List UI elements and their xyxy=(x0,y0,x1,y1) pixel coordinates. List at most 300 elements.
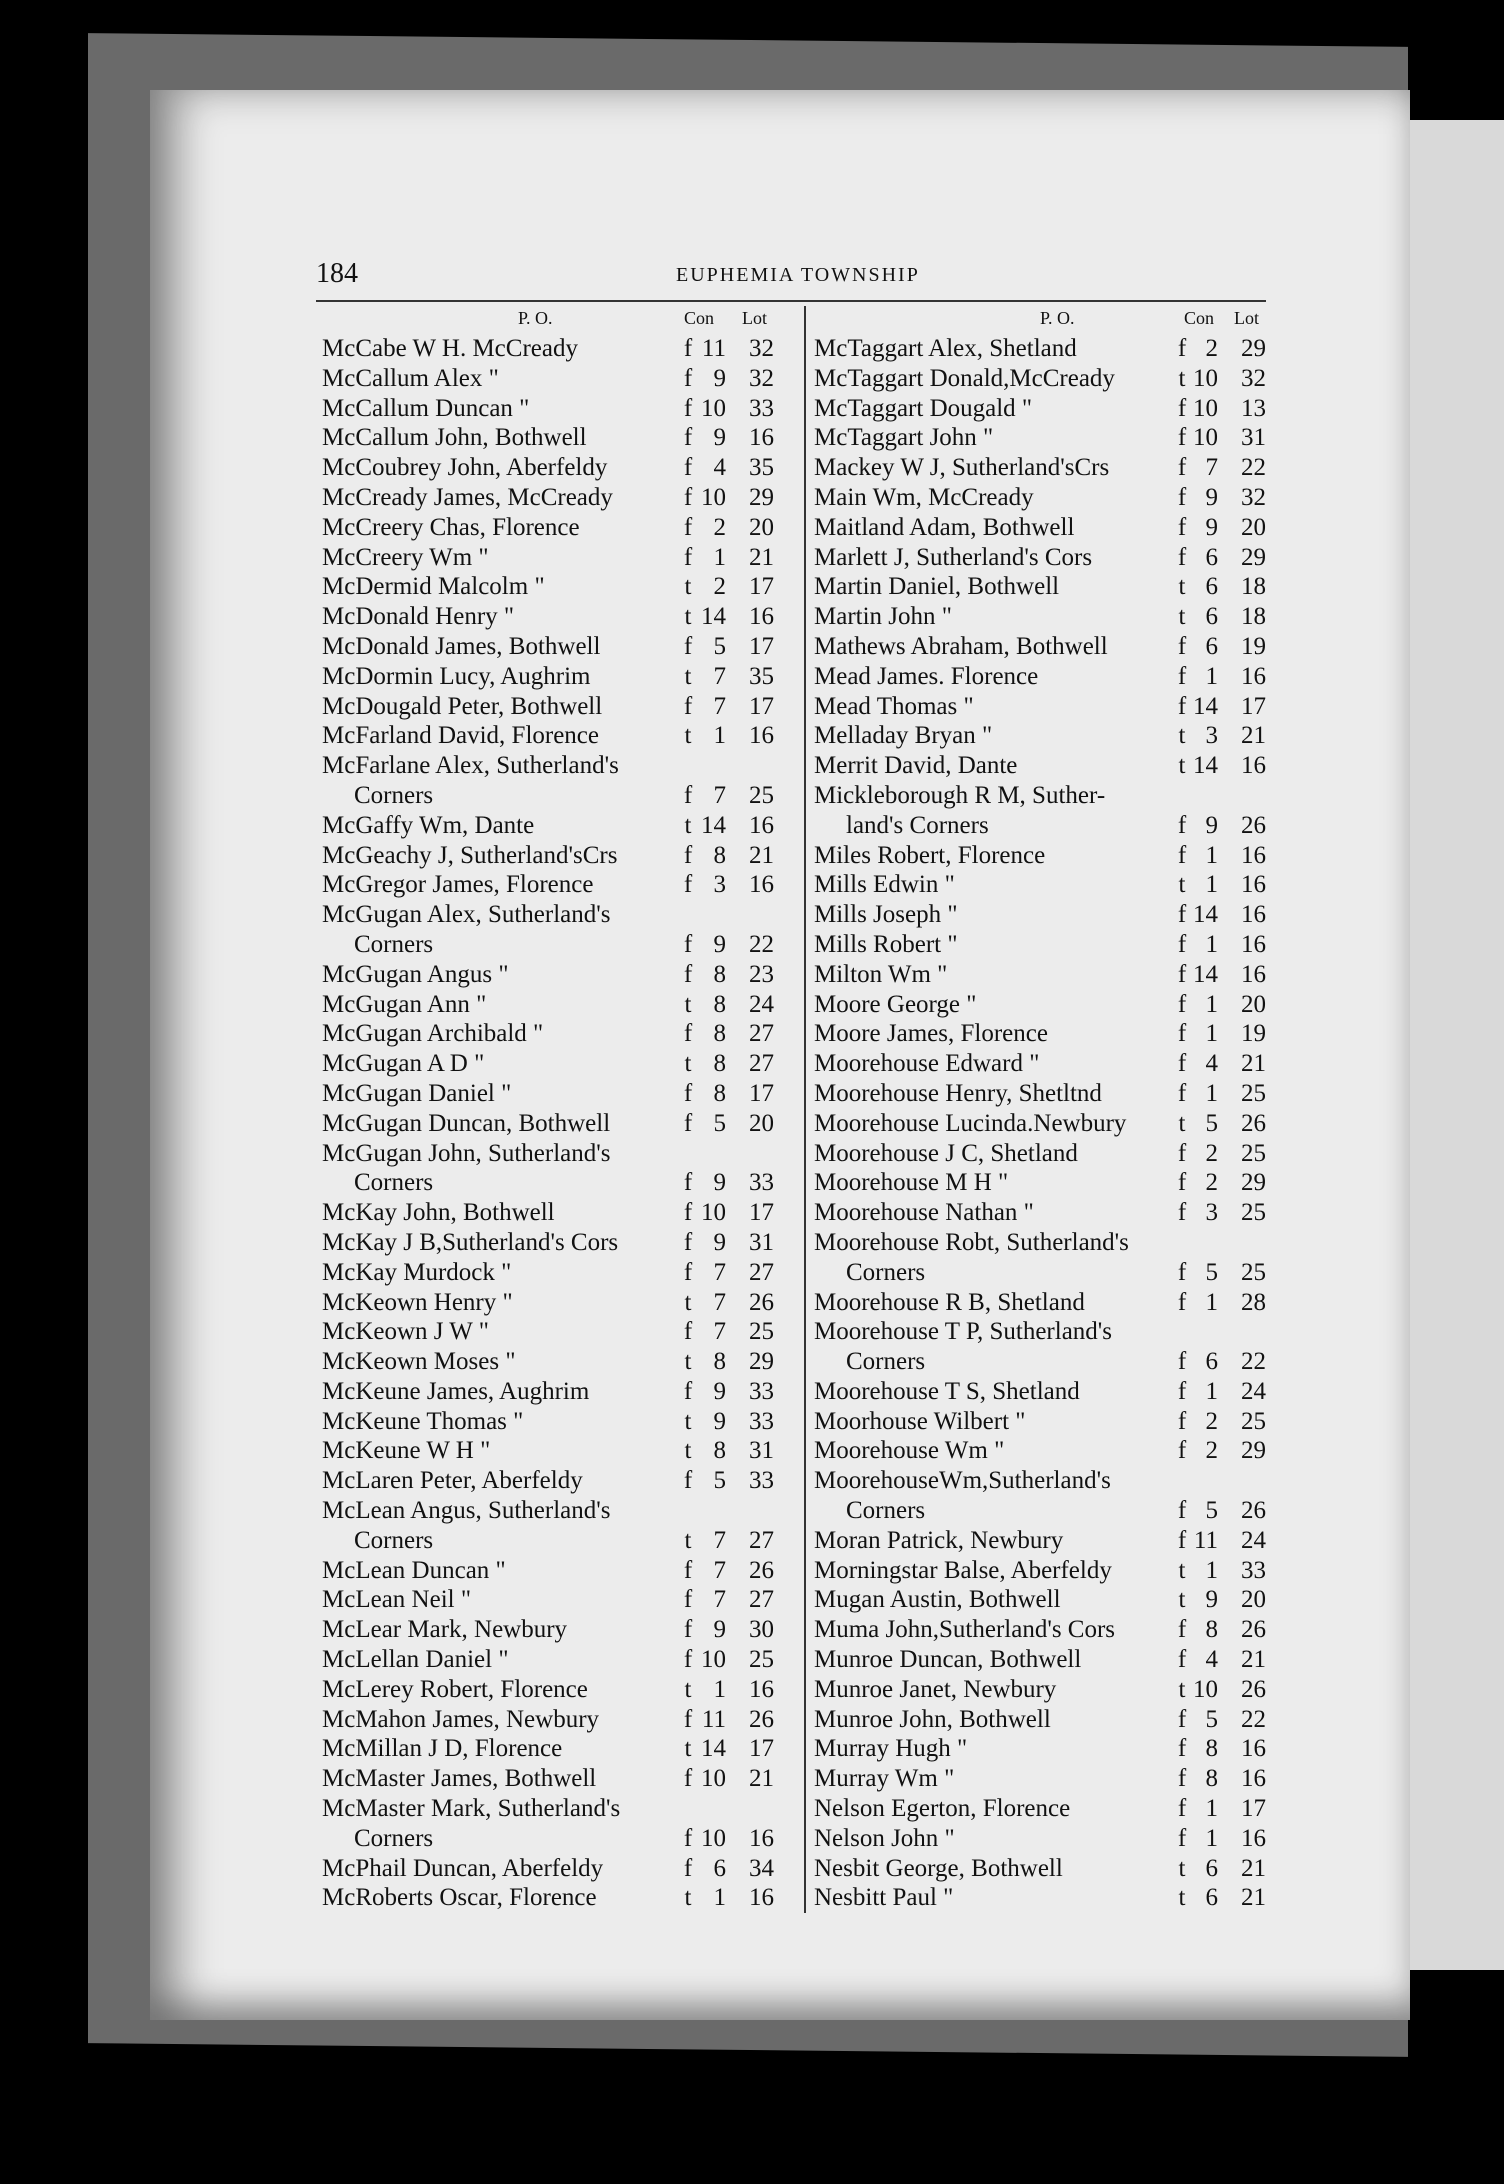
lot-number: 17 xyxy=(749,1735,774,1763)
concession-number: 1 xyxy=(713,1675,726,1703)
entry-name: McGugan Archibald " xyxy=(322,1020,544,1048)
tenure-code: f xyxy=(1177,483,1187,511)
directory-entry xyxy=(814,1824,1278,1854)
entry-name: McLellan Daniel " xyxy=(322,1646,509,1674)
directory-entry xyxy=(814,1705,1278,1735)
tenure-code: t xyxy=(684,1407,692,1435)
directory-entry xyxy=(814,751,1278,781)
concession-number: 5 xyxy=(1205,1705,1218,1733)
concession-number: 2 xyxy=(1205,1437,1218,1465)
lot-number: 18 xyxy=(1241,603,1266,631)
entry-name: Murray Hugh " xyxy=(814,1735,968,1763)
tenure-code: t xyxy=(1178,1884,1186,1912)
directory-entry xyxy=(322,1019,796,1049)
directory-entry xyxy=(322,602,796,632)
lot-number: 25 xyxy=(1241,1407,1266,1435)
lot-number: 31 xyxy=(749,1437,774,1465)
entry-name: Moorhouse Wilbert " xyxy=(814,1407,1026,1435)
entry-name: Merrit David, Dante xyxy=(814,752,1018,780)
tenure-code: t xyxy=(1178,1556,1186,1584)
entry-name: McDonald Henry " xyxy=(322,603,515,631)
tenure-code: f xyxy=(683,1586,693,1614)
concession-number: 9 xyxy=(713,1377,726,1405)
entry-name: McFarland David, Florence xyxy=(322,722,600,750)
directory-entry xyxy=(322,1705,796,1735)
concession-number: 5 xyxy=(1205,1109,1218,1137)
directory-entry xyxy=(322,1883,796,1913)
concession-number: 6 xyxy=(1205,1854,1218,1882)
concession-number: 14 xyxy=(1193,901,1218,929)
entry-name: Corners xyxy=(354,1526,434,1554)
entry-name: Mackey W J, Sutherland'sCrs xyxy=(814,454,1110,482)
directory-entry xyxy=(814,1585,1278,1615)
entry-name: McLear Mark, Newbury xyxy=(322,1616,568,1644)
directory-entry xyxy=(814,1347,1278,1377)
directory-entry xyxy=(814,692,1278,722)
tenure-code: t xyxy=(1178,603,1186,631)
entry-name: Murray Wm " xyxy=(814,1765,955,1793)
concession-number: 1 xyxy=(1205,1824,1218,1852)
lot-number: 21 xyxy=(1241,1050,1266,1078)
entry-name: Munroe Duncan, Bothwell xyxy=(814,1646,1082,1674)
lot-number: 21 xyxy=(1241,1646,1266,1674)
concession-number: 9 xyxy=(713,1407,726,1435)
directory-entry xyxy=(814,811,1278,841)
concession-number: 7 xyxy=(713,662,726,690)
lot-number: 29 xyxy=(749,1348,774,1376)
directory-entry xyxy=(814,1734,1278,1764)
concession-number: 10 xyxy=(1193,394,1218,422)
directory-entry xyxy=(322,1496,796,1526)
directory-entry xyxy=(814,990,1278,1020)
tenure-code: f xyxy=(683,1705,693,1733)
directory-entry xyxy=(814,721,1278,751)
po-header: P. O. xyxy=(518,308,553,328)
directory-entry xyxy=(814,543,1278,573)
entry-name: Miles Robert, Florence xyxy=(814,841,1046,869)
concession-number: 14 xyxy=(1193,692,1218,720)
lot-number: 22 xyxy=(1241,1348,1266,1376)
entry-name: Corners xyxy=(846,1258,926,1286)
lot-number: 25 xyxy=(1241,1258,1266,1286)
lot-number: 16 xyxy=(749,424,774,452)
lot-number: 33 xyxy=(749,1467,774,1495)
entry-name: Moorehouse Lucinda.Newbury xyxy=(814,1109,1127,1137)
directory-entry xyxy=(322,1288,796,1318)
lot-number: 22 xyxy=(1241,454,1266,482)
directory-entry xyxy=(322,1466,796,1496)
concession-number: 1 xyxy=(1205,930,1218,958)
entry-name: McGaffy Wm, Dante xyxy=(322,811,535,839)
concession-number: 10 xyxy=(701,394,726,422)
tenure-code: f xyxy=(1177,1616,1187,1644)
tenure-code: f xyxy=(1177,1497,1187,1525)
entry-name: Moorehouse R B, Shetland xyxy=(814,1288,1085,1316)
lot-number: 22 xyxy=(1241,1705,1266,1733)
lot-number: 21 xyxy=(749,841,774,869)
tenure-code: t xyxy=(684,1437,692,1465)
entry-name: Maitland Adam, Bothwell xyxy=(814,513,1075,541)
concession-number: 8 xyxy=(1205,1616,1218,1644)
tenure-code: f xyxy=(1177,1079,1187,1107)
lot-number: 17 xyxy=(749,1199,774,1227)
right-entries xyxy=(814,334,1278,1913)
entry-name: McMahon James, Newbury xyxy=(322,1705,600,1733)
lot-number: 17 xyxy=(749,573,774,601)
entry-name: Moorehouse T S, Shetland xyxy=(814,1377,1080,1405)
directory-entry xyxy=(814,1407,1278,1437)
directory-entry xyxy=(814,513,1278,543)
concession-number: 5 xyxy=(1205,1497,1218,1525)
entry-name: Melladay Bryan " xyxy=(814,722,993,750)
entry-name: Corners xyxy=(846,1497,926,1525)
tenure-code: f xyxy=(1177,1407,1187,1435)
concession-number: 2 xyxy=(1205,1169,1218,1197)
directory-entry xyxy=(814,960,1278,990)
concession-number: 2 xyxy=(1205,335,1218,362)
directory-entry xyxy=(322,543,796,573)
concession-number: 1 xyxy=(1205,871,1218,899)
directory-entry xyxy=(322,781,796,811)
entry-name: McGeachy J, Sutherland'sCrs xyxy=(322,841,618,869)
lot-number: 18 xyxy=(1241,573,1266,601)
directory-entry xyxy=(814,841,1278,871)
tenure-code: f xyxy=(1177,1646,1187,1674)
directory-entry xyxy=(814,1019,1278,1049)
tenure-code: f xyxy=(1177,1050,1187,1078)
entry-name: McLaren Peter, Aberfeldy xyxy=(322,1467,583,1495)
lot-number: 30 xyxy=(749,1616,774,1644)
entry-name: Milton Wm " xyxy=(814,960,948,988)
entry-name: Mead Thomas " xyxy=(814,692,974,720)
concession-number: 3 xyxy=(1205,1199,1218,1227)
concession-number: 4 xyxy=(1205,1050,1218,1078)
directory-entry xyxy=(322,1436,796,1466)
entry-name: McGugan Angus " xyxy=(322,960,509,988)
concession-number: 6 xyxy=(1205,1884,1218,1912)
directory-entry xyxy=(322,632,796,662)
tenure-code: f xyxy=(683,1854,693,1882)
directory-entry xyxy=(814,1168,1278,1198)
lot-number: 17 xyxy=(1241,692,1266,720)
tenure-code: f xyxy=(683,781,693,809)
entry-name: Moran Patrick, Newbury xyxy=(814,1526,1064,1554)
tenure-code: f xyxy=(683,1467,693,1495)
entry-name: McCallum John, Bothwell xyxy=(322,424,587,452)
lot-number: 20 xyxy=(749,513,774,541)
concession-number: 7 xyxy=(713,692,726,720)
directory-entry xyxy=(322,1526,796,1556)
lot-number: 16 xyxy=(1241,752,1266,780)
directory-entry xyxy=(322,900,796,930)
directory-entry xyxy=(322,1734,796,1764)
concession-number: 14 xyxy=(1193,960,1218,988)
entry-name: Mills Edwin " xyxy=(814,871,955,899)
directory-entry xyxy=(322,1258,796,1288)
tenure-code: t xyxy=(1178,1109,1186,1137)
concession-number: 9 xyxy=(1205,1586,1218,1614)
concession-number: 10 xyxy=(1193,1675,1218,1703)
entry-name: McGugan A D " xyxy=(322,1050,485,1078)
directory-entry xyxy=(322,1764,796,1794)
directory-entry xyxy=(814,870,1278,900)
directory-entry xyxy=(814,334,1278,364)
lot-number: 33 xyxy=(749,394,774,422)
tenure-code: t xyxy=(684,1288,692,1316)
concession-number: 5 xyxy=(1205,1258,1218,1286)
tenure-code: f xyxy=(683,1199,693,1227)
entry-name: McMaster Mark, Sutherland's xyxy=(322,1795,621,1823)
entry-name: McDormin Lucy, Aughrim xyxy=(322,662,591,690)
lot-number: 16 xyxy=(749,1884,774,1912)
directory-entry xyxy=(322,662,796,692)
entry-name: Mead James. Florence xyxy=(814,662,1039,690)
entry-name: Moorehouse Robt, Sutherland's xyxy=(814,1228,1129,1256)
tenure-code: f xyxy=(1177,1526,1187,1554)
directory-entry xyxy=(814,1615,1278,1645)
directory-entry xyxy=(814,930,1278,960)
directory-entry xyxy=(322,513,796,543)
directory-entry xyxy=(322,1109,796,1139)
concession-number: 9 xyxy=(713,364,726,392)
directory-entry xyxy=(322,990,796,1020)
concession-number: 1 xyxy=(1205,662,1218,690)
directory-entry xyxy=(322,1049,796,1079)
lot-header: Lot xyxy=(742,308,767,328)
entry-name: land's Corners xyxy=(846,811,989,839)
entry-name: McKeune James, Aughrim xyxy=(322,1377,590,1405)
lot-number: 29 xyxy=(1241,1169,1266,1197)
tenure-code: f xyxy=(1177,1437,1187,1465)
directory-entry xyxy=(322,1675,796,1705)
entry-name: MoorehouseWm,Sutherland's xyxy=(814,1467,1111,1495)
tenure-code: f xyxy=(1177,1199,1187,1227)
entry-name: McCabe W H. McCready xyxy=(322,335,578,362)
entry-name: Mills Joseph " xyxy=(814,901,958,929)
tenure-code: t xyxy=(684,1735,692,1763)
directory-entry xyxy=(322,1585,796,1615)
entry-name: McKeown J W " xyxy=(322,1318,489,1346)
directory-entry xyxy=(322,1079,796,1109)
tenure-code: f xyxy=(1177,1169,1187,1197)
concession-number: 1 xyxy=(1205,1020,1218,1048)
directory-entry xyxy=(322,1198,796,1228)
tenure-code: f xyxy=(1177,1288,1187,1316)
concession-number: 6 xyxy=(1205,543,1218,571)
concession-number: 4 xyxy=(1205,1646,1218,1674)
lot-number: 33 xyxy=(749,1377,774,1405)
concession-number: 7 xyxy=(713,1556,726,1584)
entry-name: McTaggart Alex, Shetland xyxy=(814,335,1077,362)
entry-name: McKay J B,Sutherland's Cors xyxy=(322,1228,619,1256)
entry-name: Marlett J, Sutherland's Cors xyxy=(814,543,1093,571)
right-column-header xyxy=(814,306,1278,334)
concession-number: 2 xyxy=(713,573,726,601)
directory-entry xyxy=(814,1794,1278,1824)
directory-entry xyxy=(814,1526,1278,1556)
tenure-code: f xyxy=(683,1020,693,1048)
concession-number: 10 xyxy=(701,483,726,511)
concession-number: 1 xyxy=(713,722,726,750)
entry-name: McGugan Duncan, Bothwell xyxy=(322,1109,611,1137)
tenure-code: f xyxy=(1177,424,1187,452)
entry-name: Moore James, Florence xyxy=(814,1020,1048,1048)
lot-number: 25 xyxy=(1241,1079,1266,1107)
lot-number: 20 xyxy=(749,1109,774,1137)
lot-number: 21 xyxy=(1241,722,1266,750)
lot-number: 26 xyxy=(1241,1497,1266,1525)
directory-entry xyxy=(814,572,1278,602)
entry-name: Moorehouse Wm " xyxy=(814,1437,1005,1465)
tenure-code: t xyxy=(684,811,692,839)
entry-name: McFarlane Alex, Sutherland's xyxy=(322,752,619,780)
directory-entry xyxy=(322,960,796,990)
tenure-code: f xyxy=(683,1228,693,1256)
tenure-code: f xyxy=(683,632,693,660)
tenure-code: t xyxy=(1178,1854,1186,1882)
concession-number: 6 xyxy=(713,1854,726,1882)
tenure-code: f xyxy=(683,483,693,511)
entry-name: Munroe John, Bothwell xyxy=(814,1705,1051,1733)
directory-entry xyxy=(322,453,796,483)
entry-name: Moorehouse Henry, Shetltnd xyxy=(814,1079,1102,1107)
lot-header: Lot xyxy=(1234,308,1259,328)
concession-number: 8 xyxy=(713,990,726,1018)
concession-number: 7 xyxy=(713,1526,726,1554)
directory-entry xyxy=(814,1049,1278,1079)
entry-name: McCallum Alex " xyxy=(322,364,499,392)
entry-name: Mills Robert " xyxy=(814,930,958,958)
concession-number: 7 xyxy=(713,1318,726,1346)
po-header: P. O. xyxy=(1040,308,1075,328)
tenure-code: f xyxy=(683,1258,693,1286)
lot-number: 25 xyxy=(749,781,774,809)
lot-number: 24 xyxy=(1241,1377,1266,1405)
directory-entry xyxy=(814,483,1278,513)
lot-number: 28 xyxy=(1241,1288,1266,1316)
concession-number: 8 xyxy=(713,1348,726,1376)
entry-name: Nesbit George, Bothwell xyxy=(814,1854,1063,1882)
tenure-code: t xyxy=(684,1884,692,1912)
entry-name: McKeune Thomas " xyxy=(322,1407,524,1435)
directory-entry xyxy=(814,1436,1278,1466)
lot-number: 16 xyxy=(1241,901,1266,929)
tenure-code: f xyxy=(1177,930,1187,958)
lot-number: 19 xyxy=(1241,1020,1266,1048)
tenure-code: f xyxy=(1177,811,1187,839)
entry-name: McKeune W H " xyxy=(322,1437,491,1465)
lot-number: 16 xyxy=(749,871,774,899)
lot-number: 25 xyxy=(1241,1139,1266,1167)
tenure-code: t xyxy=(1178,871,1186,899)
lot-number: 16 xyxy=(749,811,774,839)
concession-number: 7 xyxy=(713,1258,726,1286)
tenure-code: t xyxy=(684,1526,692,1554)
left-column-header xyxy=(322,306,796,334)
concession-number: 8 xyxy=(1205,1765,1218,1793)
lot-number: 31 xyxy=(1241,424,1266,452)
lot-number: 17 xyxy=(1241,1795,1266,1823)
facing-page-edge xyxy=(1410,120,1504,1970)
lot-number: 25 xyxy=(1241,1199,1266,1227)
tenure-code: f xyxy=(1177,454,1187,482)
tenure-code: f xyxy=(1177,692,1187,720)
concession-number: 14 xyxy=(701,811,726,839)
directory-entry xyxy=(322,721,796,751)
tenure-code: f xyxy=(683,930,693,958)
lot-number: 16 xyxy=(749,722,774,750)
entry-name: McMaster James, Bothwell xyxy=(322,1765,597,1793)
entry-name: McLerey Robert, Florence xyxy=(322,1675,588,1703)
directory-entry xyxy=(322,572,796,602)
right-column xyxy=(804,306,1278,1913)
lot-number: 16 xyxy=(1241,930,1266,958)
concession-number: 10 xyxy=(701,1765,726,1793)
tenure-code: f xyxy=(1177,513,1187,541)
concession-number: 8 xyxy=(713,960,726,988)
concession-number: 10 xyxy=(1193,424,1218,452)
entry-name: Mickleborough R M, Suther- xyxy=(814,781,1106,809)
entry-name: Nesbitt Paul " xyxy=(814,1884,954,1912)
concession-number: 14 xyxy=(701,1735,726,1763)
lot-number: 26 xyxy=(749,1705,774,1733)
directory-entry xyxy=(322,930,796,960)
tenure-code: f xyxy=(683,513,693,541)
entry-name: Corners xyxy=(354,781,434,809)
entry-name: Nelson John " xyxy=(814,1824,955,1852)
entry-name: Corners xyxy=(354,1824,434,1852)
entry-name: McPhail Duncan, Aberfeldy xyxy=(322,1854,604,1882)
lot-number: 17 xyxy=(749,1079,774,1107)
lot-number: 16 xyxy=(1241,960,1266,988)
concession-number: 5 xyxy=(713,632,726,660)
entry-name: McTaggart Donald,McCready xyxy=(814,364,1115,392)
entry-name: McKay Murdock " xyxy=(322,1258,512,1286)
directory-entry xyxy=(322,1556,796,1586)
lot-number: 16 xyxy=(1241,662,1266,690)
tenure-code: f xyxy=(683,1824,693,1852)
lot-number: 32 xyxy=(749,364,774,392)
directory-entry xyxy=(814,1645,1278,1675)
concession-number: 11 xyxy=(701,335,726,362)
tenure-code: f xyxy=(683,364,693,392)
tenure-code: f xyxy=(683,394,693,422)
lot-number: 21 xyxy=(1241,1884,1266,1912)
directory-entry xyxy=(814,900,1278,930)
lot-number: 16 xyxy=(1241,871,1266,899)
entry-name: McKeown Henry " xyxy=(322,1288,513,1316)
tenure-code: f xyxy=(1177,1139,1187,1167)
entry-name: McGugan John, Sutherland's xyxy=(322,1139,611,1167)
entry-name: Main Wm, McCready xyxy=(814,483,1034,511)
tenure-code: f xyxy=(683,1169,693,1197)
concession-number: 11 xyxy=(1193,1526,1218,1554)
tenure-code: f xyxy=(683,1318,693,1346)
tenure-code: f xyxy=(683,1765,693,1793)
tenure-code: f xyxy=(683,1616,693,1644)
entry-name: McLean Duncan " xyxy=(322,1556,506,1584)
tenure-code: f xyxy=(1177,841,1187,869)
concession-number: 5 xyxy=(713,1467,726,1495)
entry-name: Moorehouse Nathan " xyxy=(814,1199,1034,1227)
concession-number: 4 xyxy=(713,454,726,482)
concession-number: 1 xyxy=(1205,1377,1218,1405)
lot-number: 20 xyxy=(1241,1586,1266,1614)
lot-number: 34 xyxy=(749,1854,774,1882)
tenure-code: f xyxy=(1177,1020,1187,1048)
entry-name: McDonald James, Bothwell xyxy=(322,632,601,660)
lot-number: 25 xyxy=(749,1646,774,1674)
